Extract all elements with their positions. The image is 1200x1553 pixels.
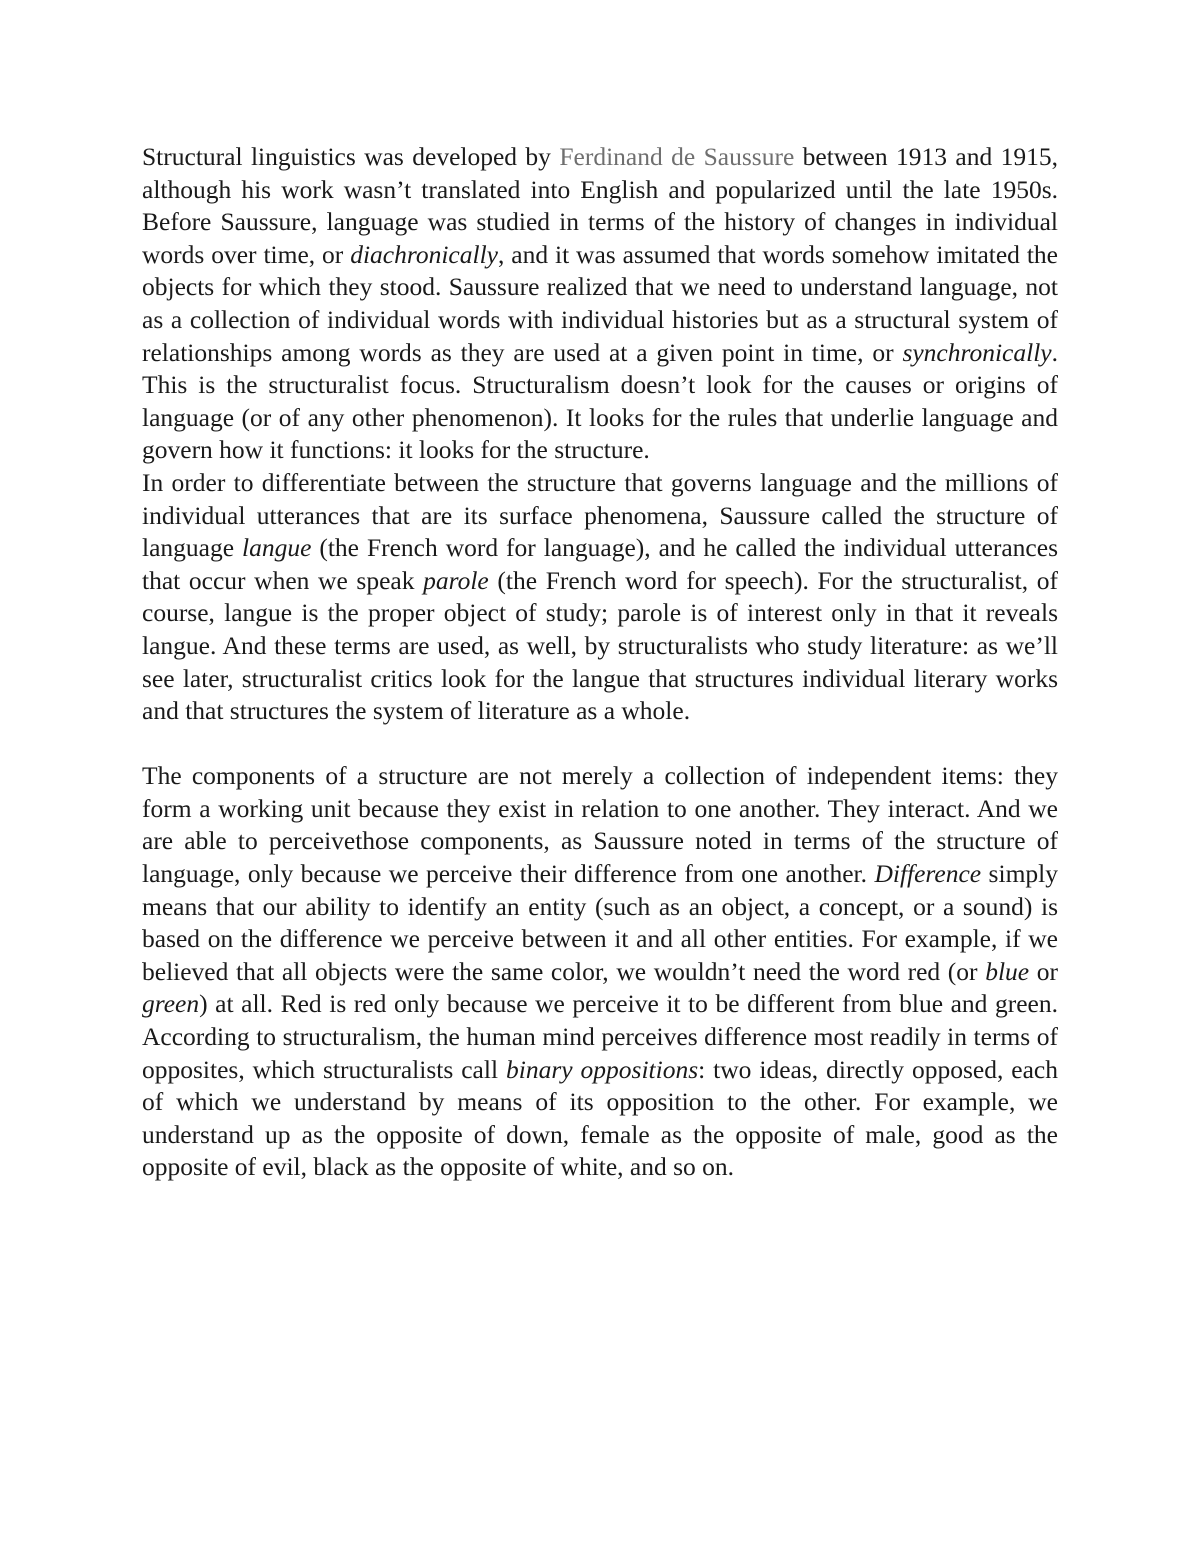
text-run: The components of a structure are not merely a collection of independent items: they form a working unit because they exist in relation to one another. They interact. And we are able to perceivethose components, as Saussure noted in terms of the structure of language, only because we perceive their difference from one another. (142, 761, 1058, 889)
text-run: (the French word for speech). For the structuralist, of course, langue is the proper object of study; parole is of interest only in that it reveals langue. And these terms are used, as well, by structuralists who study literature: as we’ll see later, structuralist critics look for the langue that structures individual literary works and that structures the system of literature as a whole. (142, 565, 1058, 726)
term-green: green (142, 989, 200, 1019)
term-difference: Difference (874, 859, 982, 889)
term-synchronically: synchronically (902, 337, 1052, 367)
document-body (142, 141, 1058, 1184)
paragraph-langue-parole (142, 467, 1058, 728)
paragraph-spacer (142, 728, 1058, 761)
paragraph-saussure-intro (142, 141, 1058, 467)
saussure-name-link[interactable]: Ferdinand de Saussure (559, 142, 795, 171)
text-run: : two ideas, directly opposed, each of which we understand by means of its opposition to the other. For example, we understand up as the opposite of down, female as the opposite of male, good as the opposite of evil, black as the opposite of white, and so on. (142, 1054, 1058, 1182)
text-run: between 1913 and 1915, although his work wasn’t translated into English and popularized until the late 1950s. Before Saussure, language was studied in terms of the history of changes in individual words over time, or (142, 142, 1059, 269)
text-run: simply means that our ability to identify an entity (such as an object, a concept, or a sound) is based on the difference we perceive between it and all other entities. For example, if we believed that all objects were the same color, we wouldn’t need the word red (or (142, 859, 1058, 986)
text-run: , and it was assumed that words somehow imitated the objects for which they stood. Saussure realized that we need to understand language, not as a collection of individual words with individual histories but as a structural system of relationships among words as they are used at a given point in time, or (142, 239, 1058, 367)
text-run: Structural linguistics was developed by (142, 142, 560, 171)
text-run: In order to differentiate between the structure that governs language and the millions of individual utterances that are its surface phenomena, Saussure called the structure of language (142, 467, 1058, 563)
term-langue: langue (242, 533, 312, 563)
text-run: or (1029, 956, 1058, 986)
text-run: (the French word for language), and he called the individual utterances that occur when we speak (142, 533, 1058, 595)
text-run: . This is the structuralist focus. Structuralism doesn’t look for the causes or origins of language (or of any other phenomenon). It looks for the rules that underlie language and govern how it functions: it looks for the structure. (142, 337, 1058, 465)
term-parole: parole (423, 565, 489, 595)
text-run: ) at all. Red is red only because we perceive it to be different from blue and green. According to structuralism, the human mind perceives difference most readily in terms of opposites, which structuralists call (142, 989, 1058, 1084)
term-diachronically: diachronically (350, 239, 498, 269)
term-binary-oppositions: binary oppositions (506, 1054, 699, 1084)
term-blue: blue (985, 956, 1030, 986)
paragraph-difference (142, 760, 1058, 1184)
